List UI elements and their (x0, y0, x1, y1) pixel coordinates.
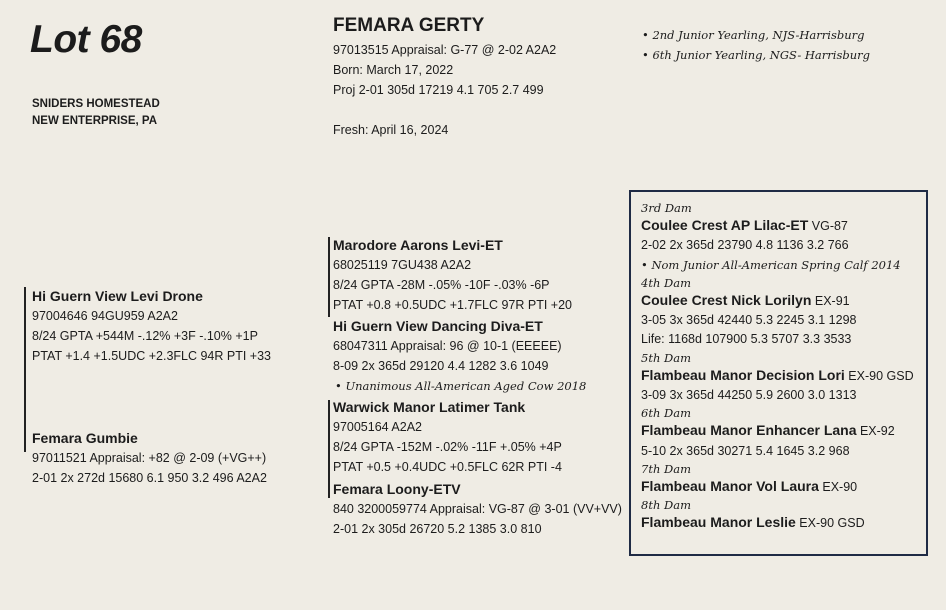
dam-generation-record: 3-05 3x 365d 42440 5.3 2245 3.1 1298 (641, 313, 857, 328)
dam-dam-block (333, 479, 622, 539)
dam-generation-name: Coulee Crest AP Lilac-ET (641, 217, 809, 233)
dam-generation-label: 6th Dam (641, 406, 691, 421)
sire-sire-line: 68025119 7GU438 A2A2 (333, 258, 472, 272)
dam-sire-name: Warwick Manor Latimer Tank (333, 399, 526, 415)
sire-dam-block (333, 316, 586, 396)
animal-projection: Proj 2-01 305d 17219 4.1 705 2.7 499 (333, 83, 544, 97)
dam-dam-line: 2-01 2x 305d 26720 5.2 1385 3.0 810 (333, 522, 542, 536)
sire-line: PTAT +1.4 +1.5UDC +2.3FLC 94R PTI +33 (32, 349, 272, 363)
sire-dam-honor: • Unanimous All-American Aged Cow 2018 (335, 379, 587, 393)
sire-dam-name: Hi Guern View Dancing Diva-ET (333, 318, 543, 334)
dam-generation-score: VG-87 (808, 219, 848, 233)
dam-generation-name: Flambeau Manor Decision Lori (641, 366, 845, 383)
dam-generation-name: Flambeau Manor Enhancer Lana (641, 422, 857, 439)
dam-generation-label: 8th Dam (641, 498, 691, 513)
dam-name: Femara Gumbie (32, 430, 138, 446)
animal-details (333, 40, 556, 100)
dam-generation-score: EX-90 GSD (844, 368, 914, 383)
sire-sire-line: 8/24 GPTA -28M -.05% -10F -.03% -6P (333, 278, 550, 292)
dam-generation-label: 4th Dam (641, 275, 691, 290)
sire-sire-block (333, 235, 572, 315)
dam-line: 2-01 2x 272d 15680 6.1 950 3.2 496 A2A2 (32, 471, 267, 485)
sire-dam-line: 8-09 2x 365d 29120 4.4 1282 3.6 1049 (333, 359, 549, 373)
animal-id-line: 97013515 Appraisal: G-77 @ 2-02 A2A2 (333, 43, 557, 57)
dam-generation-label: 7th Dam (641, 461, 691, 476)
dam-generation-score: EX-92 (856, 424, 895, 439)
dam-dam-line: 840 3200059774 Appraisal: VG-87 @ 3-01 (VV+VV) (333, 502, 622, 516)
dam-generation-record: 3-09 3x 365d 44250 5.9 2600 3.0 1313 (641, 388, 857, 403)
sire-dam-line: 68047311 Appraisal: 96 @ 10-1 (EEEEE) (333, 339, 562, 353)
sire-sire-name: Marodore Aarons Levi-ET (333, 237, 503, 253)
dam-generation-name: Coulee Crest Nick Lorilyn (641, 291, 812, 308)
dam-generation-lifetime: Life: 1168d 107900 5.3 5707 3.3 3533 (641, 332, 852, 347)
breeder-info (32, 96, 160, 130)
dam-lineage-list (641, 200, 914, 534)
breeder-location: NEW ENTERPRISE, PA (32, 115, 158, 127)
dam-sire-line: 97005164 A2A2 (333, 420, 422, 434)
dam-generation-label: 3rd Dam (641, 201, 692, 215)
dam-dam-name: Femara Loony-ETV (333, 481, 461, 497)
dam-line: 97011521 Appraisal: +82 @ 2-09 (+VG++) (32, 451, 267, 465)
animal-born: Born: March 17, 2022 (333, 63, 454, 77)
dam-generation-record: 5-10 2x 365d 30271 5.4 1645 3.2 968 (641, 443, 850, 458)
sire-bracket (24, 287, 26, 452)
dam-block (32, 428, 267, 488)
dam-generation-label: 5th Dam (641, 350, 691, 365)
sire-sire-bracket (328, 237, 330, 317)
sire-block (32, 286, 271, 366)
animal-name: FEMARA GERTY (333, 15, 485, 36)
dam-sire-bracket (328, 400, 330, 498)
dam-generation-score: EX-90 (818, 479, 858, 494)
sire-line: 8/24 GPTA +544M -.12% +3F -.10% +1P (32, 329, 258, 343)
dam-sire-block (333, 397, 562, 477)
dam-generation-name: Flambeau Manor Leslie (641, 514, 796, 531)
dam-generation-record: 2-02 2x 365d 23790 4.8 1136 3.2 766 (641, 238, 849, 253)
dam-generation-score: EX-91 (811, 293, 850, 308)
dam-generation-honor: • Nom Junior All-American Spring Calf 2014 (641, 257, 901, 272)
honor-item: • 2nd Junior Yearling, NJS-Harrisburg (642, 28, 865, 42)
sire-name: Hi Guern View Levi Drone (32, 288, 203, 304)
sire-sire-line: PTAT +0.8 +0.5UDC +1.7FLC 97R PTI +20 (333, 298, 573, 312)
dam-generation-name: Flambeau Manor Vol Laura (641, 477, 819, 494)
sire-line: 97004646 94GU959 A2A2 (32, 309, 178, 323)
animal-honors (642, 25, 870, 65)
honor-item: • 6th Junior Yearling, NGS- Harrisburg (642, 48, 870, 62)
animal-fresh: Fresh: April 16, 2024 (333, 123, 449, 137)
breeder-name: SNIDERS HOMESTEAD (32, 98, 160, 110)
dam-generation-score: EX-90 GSD (795, 516, 865, 531)
lot-number: Lot 68 (30, 18, 142, 61)
dam-sire-line: PTAT +0.5 +0.4UDC +0.5FLC 62R PTI -4 (333, 460, 562, 474)
dam-sire-line: 8/24 GPTA -152M -.02% -11F +.05% +4P (333, 440, 562, 454)
